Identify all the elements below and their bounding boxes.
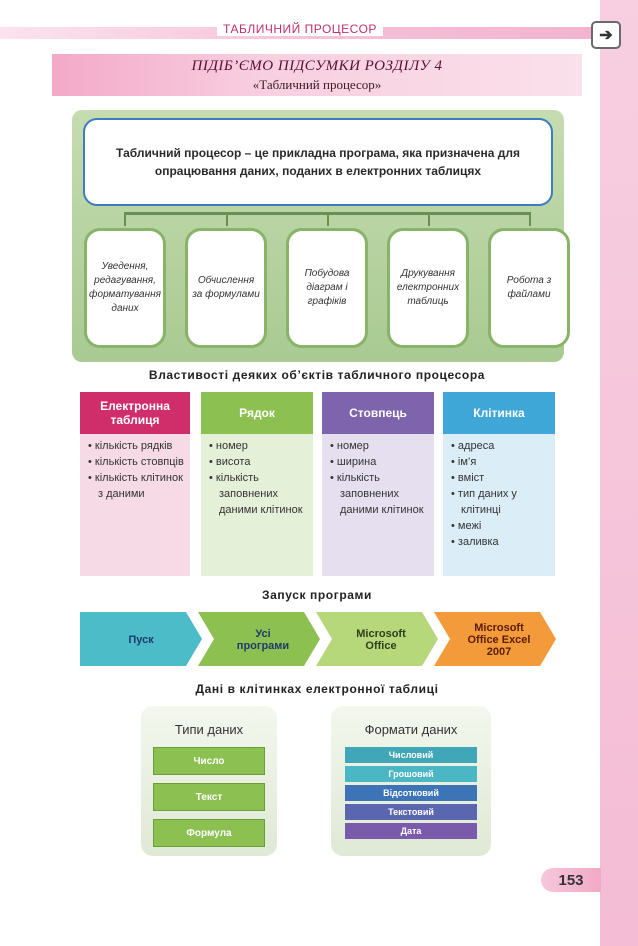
property-column xyxy=(322,392,434,576)
data-format-item: Відсотковий xyxy=(345,785,477,801)
property-item: • кількість заповнених даними клітинок xyxy=(330,472,424,516)
page-number: 153 xyxy=(541,868,601,892)
property-column-body xyxy=(322,434,434,576)
property-column xyxy=(201,392,313,576)
property-item: • номер xyxy=(330,440,369,452)
properties-caption: Властивості деяких об’єктів табличного процесора xyxy=(148,368,486,382)
property-item: • ім’я xyxy=(451,456,477,468)
launch-caption: Запуск програми xyxy=(262,588,372,602)
launch-step-label: Microsoft xyxy=(356,628,406,640)
task-card: Уведення, редагування, форматування даних xyxy=(84,228,166,348)
property-item: • кількість клітинок з даними xyxy=(88,472,183,500)
connector-tick xyxy=(428,212,430,226)
property-column-title: Клітинка xyxy=(443,392,555,434)
property-column-body xyxy=(80,434,190,576)
task-card: Друкування електронних таблиць xyxy=(387,228,469,348)
summary-subtitle: «Табличний процесор» xyxy=(252,77,382,92)
data-type-item: Число xyxy=(153,747,265,775)
data-types-title: Типи даних xyxy=(174,722,244,737)
connector-tick xyxy=(226,212,228,226)
launch-step-label: Усі xyxy=(255,628,271,640)
property-column-title: Рядок xyxy=(201,392,313,434)
launch-step-label: Office Excel xyxy=(467,634,531,646)
launch-step-label: 2007 xyxy=(486,646,512,658)
property-item: • ширина xyxy=(330,456,377,468)
property-item: • тип даних у клітинці xyxy=(451,488,517,516)
data-format-item: Текстовий xyxy=(345,804,477,820)
launch-step-label: Microsoft xyxy=(474,622,524,634)
connector-tick xyxy=(124,212,126,226)
data-formats-box xyxy=(331,706,491,856)
definition-box: Табличний процесор – це прикладна програма, яка призначена для опрацювання даних, поданих в електронних таблицях xyxy=(83,118,553,206)
connector-tick xyxy=(529,212,531,226)
data-formats-title: Формати даних xyxy=(364,722,458,737)
section-label: ТАБЛИЧНИЙ ПРОЦЕСОР xyxy=(0,22,600,36)
data-format-item: Числовий xyxy=(345,747,477,763)
property-column-title: Стовпець xyxy=(322,392,434,434)
property-column-body xyxy=(443,434,555,576)
property-column xyxy=(80,392,190,576)
property-item: • вміст xyxy=(451,472,485,484)
property-item: • кількість стовпців xyxy=(88,456,184,468)
data-format-item: Дата xyxy=(345,823,477,839)
summary-title: ПІДІБ’ЄМО ПІДСУМКИ РОЗДІЛУ 4 xyxy=(191,58,443,74)
data-type-item: Текст xyxy=(153,783,265,811)
page-edge-strip xyxy=(600,0,638,946)
property-item: • заливка xyxy=(451,536,499,548)
connector-tick xyxy=(327,212,329,226)
launch-step-label: програми xyxy=(236,640,290,652)
next-arrow-icon[interactable]: ➔ xyxy=(591,21,621,49)
property-item: • межі xyxy=(451,520,482,532)
data-format-item: Грошовий xyxy=(345,766,477,782)
property-item: • кількість рядків xyxy=(88,440,173,452)
property-item: • адреса xyxy=(451,440,495,452)
property-item: • висота xyxy=(209,456,251,468)
property-column xyxy=(443,392,555,576)
data-type-item: Формула xyxy=(153,819,265,847)
property-item: • кількість заповнених даними клітинок xyxy=(209,472,303,516)
property-column-body xyxy=(201,434,313,576)
task-card: Обчислення за формулами xyxy=(185,228,267,348)
launch-steps xyxy=(80,612,558,666)
launch-step-label: Office xyxy=(365,640,397,652)
launch-step-label: Пуск xyxy=(128,634,154,646)
property-column-title: Електронна таблиця xyxy=(80,392,190,434)
task-card: Побудова діаграм і графіків xyxy=(286,228,368,348)
task-card: Робота з файлами xyxy=(488,228,570,348)
cell-data-caption: Дані в клітинках електронної таблиці xyxy=(195,682,439,696)
data-types-box xyxy=(141,706,277,856)
property-item: • номер xyxy=(209,440,248,452)
